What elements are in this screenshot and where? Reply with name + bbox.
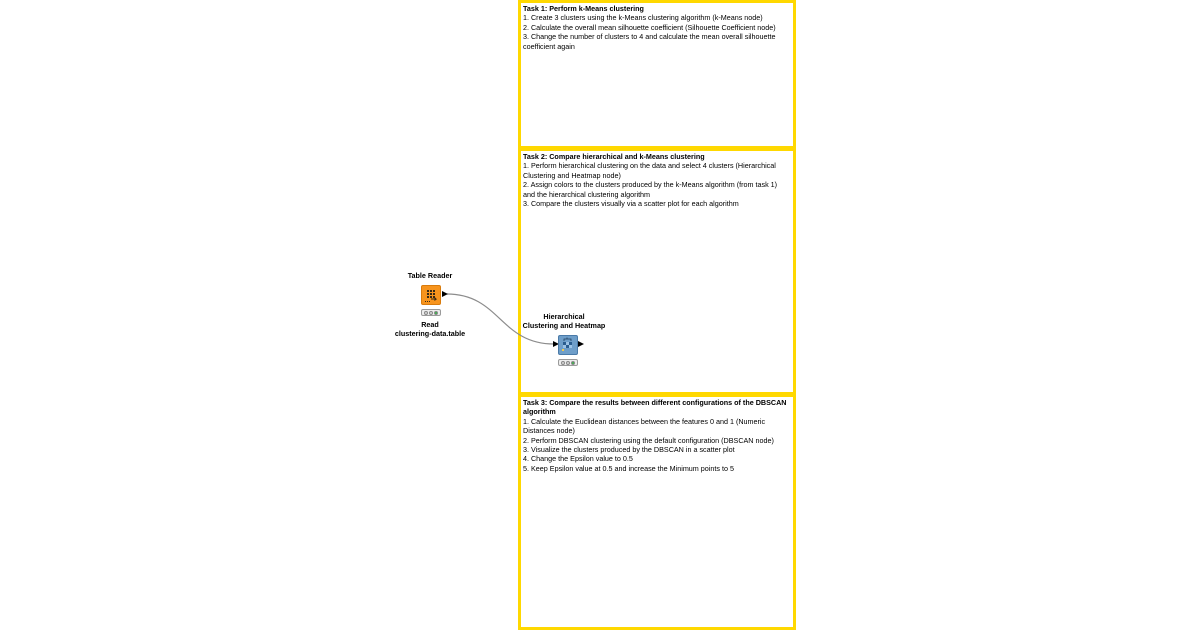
node-title-table-reader[interactable]: Table Reader	[407, 271, 453, 280]
hierarchical-status	[558, 359, 578, 366]
annotation-line: 1. Calculate the Euclidean distances between the features 0 and 1 (Numeric Distances node)	[523, 416, 766, 436]
annotation-line: 2. Perform DBSCAN clustering using the default configuration (DBSCAN node)	[523, 435, 774, 445]
annotation-title: Task 2: Compare hierarchical and k-Means clustering	[523, 152, 705, 161]
table-reader-output-port[interactable]	[442, 291, 448, 297]
annotation-task-3[interactable]	[518, 394, 796, 630]
status-light-yellow	[566, 361, 570, 365]
table-reader-icon	[422, 286, 440, 304]
annotation-line: 3. Visualize the clusters produced by the DBSCAN in a scatter plot	[523, 445, 735, 455]
heatmap-icon	[559, 336, 577, 354]
node-title-line-2[interactable]: Clustering and Heatmap	[522, 321, 606, 330]
annotation-line: 3. Compare the clusters visually via a scatter plot for each algorithm	[523, 199, 739, 209]
status-light-green	[434, 311, 438, 315]
hierarchical-output-port[interactable]	[578, 341, 584, 347]
annotation-title: Task 1: Perform k-Means clustering	[523, 4, 644, 13]
status-light-yellow	[429, 311, 433, 315]
annotation-title: Task 3: Compare the results between different configurations of the DBSCAN algorithm	[523, 398, 787, 417]
annotation-line: 1. Create 3 clusters using the k-Means clustering algorithm (k-Means node)	[523, 13, 763, 23]
table-reader-status	[421, 309, 441, 316]
annotation-task-2[interactable]	[518, 148, 796, 395]
annotation-line: 3. Change the number of clusters to 4 and calculate the mean overall silhouette coefficient again	[523, 32, 776, 51]
annotation-task-1[interactable]	[518, 0, 796, 149]
annotation-line: 4. Change the Epsilon value to 0.5	[523, 454, 633, 464]
node-desc-line-1[interactable]: Read	[421, 320, 439, 329]
annotation-line: 2. Assign colors to the clusters produced by the k-Means algorithm (from task 1) and the hierarchical clustering algorithm	[523, 180, 778, 199]
annotation-line: 1. Perform hierarchical clustering on the data and select 4 clusters (Hierarchical Clustering and Heatmap node)	[523, 161, 776, 180]
status-light-red	[561, 361, 565, 365]
annotation-line: 5. Keep Epsilon value at 0.5 and increase the Minimum points to 5	[523, 463, 734, 473]
table-reader-node[interactable]	[421, 285, 441, 305]
node-desc-line-2[interactable]: clustering-data.table	[394, 329, 466, 338]
annotation-line: 2. Calculate the overall mean silhouette coefficient (Silhouette Coefficient node)	[523, 22, 776, 32]
node-title-line-1[interactable]: Hierarchical	[543, 312, 585, 321]
status-light-green	[571, 361, 575, 365]
hierarchical-clustering-node[interactable]	[558, 335, 578, 355]
status-light-red	[424, 311, 428, 315]
